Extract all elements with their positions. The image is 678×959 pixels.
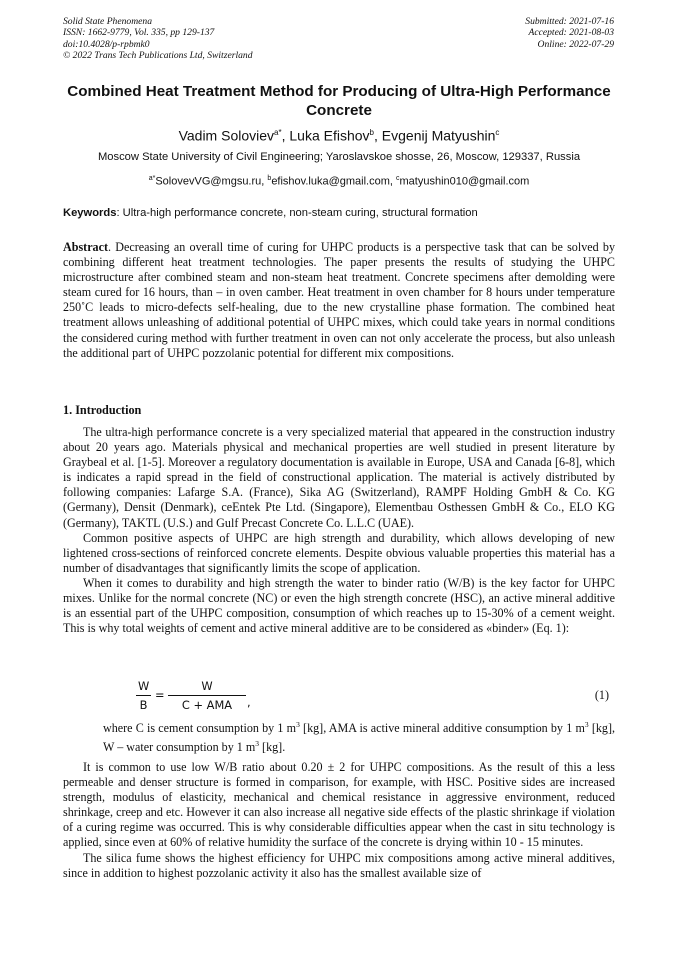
author-separator: , xyxy=(374,127,382,144)
paragraph: It is common to use low W/B ratio about 0.20 ± 2 for UHPC compositions. As the result of this a less permeable and denser structure is formed in comparison, for example, with HSC. Positive sides are increased strength, modulus of elasticity, mechanical and chemical resistance in aggressive environment, reduced shrinkage, creep and etc. However it can also increase all negative side effects of the plastic shrinkage if violation of a curing regime was occurred. This is why considerable difficulties appear when the cast in situ technology is applied, since even at 60% of relative humidity the surface of the concrete is drying within 10 - 15 minutes. xyxy=(63,760,615,850)
introduction-body xyxy=(63,425,615,636)
author-3-mark: c xyxy=(495,128,500,137)
equation-lhs-denominator: B xyxy=(139,698,148,712)
journal-issn: ISSN: 1662-9779, Vol. 335, pp 129-137 xyxy=(63,27,215,39)
introduction-continued xyxy=(63,760,615,881)
author-list xyxy=(63,124,615,145)
abstract xyxy=(63,240,615,361)
paragraph: The ultra-high performance concrete is a very specialized material that appeared in the construction industry about 20 years ago. Materials physical and mechanical properties are well studied in present literature by Graybeal et al. [1-5]. Moreover a regulatory documentation is available in Europe, USA and Canada [6-8], which is indicates a rapid spread in the field of constructional application. The material is actively distributed by following companies: Lafarge S.A. (France), Sika AG (Switzerland), RAMPF Holding GmbH & Co. KG (Germany), Densit (Denmark), ceEntek Pte Ltd. (Singapore), Elementbau Osthessen GmbH & Co., ELO KG (Germany), TAKTL (U.S.) and Gulf Precast Concrete Co. L.L.C (UAE). xyxy=(63,425,615,530)
equation-rhs-fraction xyxy=(168,679,246,712)
explanation-text: [kg]. xyxy=(259,740,286,755)
email-separator: , xyxy=(389,175,396,188)
journal-name: Solid State Phenomena xyxy=(63,16,152,27)
paragraph: The silica fume shows the highest efficiency for UHPC mix compositions among active mineral additives, since in addition to highest pozzolanic activity it also has the smallest available size of xyxy=(63,850,615,880)
superscript: 3 xyxy=(296,720,300,729)
section-heading-introduction: 1. Introduction xyxy=(63,403,142,417)
fraction-bar xyxy=(168,695,246,696)
dates-header xyxy=(525,16,614,50)
fraction-bar xyxy=(136,695,151,696)
abstract-label: Abstract xyxy=(63,240,109,254)
equation-rhs-numerator: W xyxy=(201,679,213,693)
accepted-date: Accepted: 2021-08-03 xyxy=(528,27,614,39)
affiliation: Moscow State University of Civil Engineering; Yaroslavskoe shosse, 26, Moscow, 129337, Russia xyxy=(97,151,581,163)
author-separator: , xyxy=(281,127,290,144)
author-2: Luka Efishov xyxy=(289,127,370,144)
author-3: Evgenij Matyushin xyxy=(381,127,496,144)
online-date: Online: 2022-07-29 xyxy=(537,38,614,50)
email-c[interactable]: matyushin010@gmail.com xyxy=(399,175,530,188)
equation-lhs-fraction xyxy=(136,679,151,712)
email-b[interactable]: efishov.luka@gmail.com xyxy=(271,175,390,188)
equation-explanation xyxy=(103,717,615,755)
superscript: 3 xyxy=(584,720,589,729)
paper-title: Combined Heat Treatment Method for Producing of Ultra-High Performance Concrete xyxy=(67,83,611,119)
equation-comma: , xyxy=(247,695,251,709)
equation-lhs-numerator: W xyxy=(138,679,150,693)
author-2-mark: b xyxy=(369,128,374,137)
paragraph: Common positive aspects of UHPC are high strength and durability, which allows developing of new lightened cross-sections of reinforced concrete elements. Despite obvious valuable properties this material has a number of disadvantages that significantly limits the scope of application. xyxy=(63,530,615,575)
journal-header xyxy=(63,16,253,62)
keywords xyxy=(63,206,615,220)
journal-doi: doi:10.4028/p-rpbmk0 xyxy=(63,38,150,50)
explanation-text: [kg], AMA is active mineral additive consumption by 1 m xyxy=(299,721,585,736)
equation-rhs-denominator: C + AMA xyxy=(181,698,233,712)
author-1: Vadim Soloviev xyxy=(178,127,275,144)
email-separator: , xyxy=(261,175,268,188)
submitted-date: Submitted: 2021-07-16 xyxy=(525,16,614,27)
keywords-label: Keywords xyxy=(63,207,117,219)
journal-copyright: © 2022 Trans Tech Publications Ltd, Switzerland xyxy=(63,50,253,62)
author-1-mark: a* xyxy=(274,128,282,137)
equals-sign: = xyxy=(155,688,165,702)
abstract-text: . Decreasing an overall time of curing for UHPC products is a perspective task that can be solved by combining different heat treatment technologies. The paper presents the results of studying the UHPC microstructure after combined steam and non-steam heat treatment. Concrete specimens after demolding were steam cured for 16 hours, than – in oven camber. Heat treatment in oven chamber for 8 hours under temperature 250˚C leads to micro-defects self-healing, due to the new crystalline phase formation. The combined heat treatment allows unleashing of additional potential of UHPC mixes, which could take years in normal conditions the considered curing method with further treatment in oven can not only accelerate the process, but also unleash the additional part of UHPC pozzolanic potential for different mix compositions. xyxy=(63,240,615,360)
email-mark-c: c xyxy=(396,175,400,182)
email-a[interactable]: SolovevVG@mgsu.ru xyxy=(155,175,262,188)
email-mark-a: a* xyxy=(148,175,156,182)
explanation-text: [kg], W – water consumption by 1 m xyxy=(103,721,615,755)
superscript: 3 xyxy=(255,739,260,749)
explanation-text: where C is cement consumption by 1 m xyxy=(103,721,297,736)
email-list xyxy=(63,172,615,189)
equation-number: (1) xyxy=(594,688,609,702)
paragraph: When it comes to durability and high strength the water to binder ratio (W/B) is the key factor for UHPC mixes. Unlike for the normal concrete (NC) or even the high strength concrete (HSC), an active mineral additive is an essential part of the UHPC composition, consumption of which reaches up to 15-30% of a cement weight. This is why total weights of cement and active mineral additive are to be considered as «binder» (Eq. 1): xyxy=(63,575,615,636)
keywords-text: : Ultra-high performance concrete, non-steam curing, structural formation xyxy=(116,207,478,219)
equation-1 xyxy=(63,679,615,715)
email-mark-b: b xyxy=(267,175,272,182)
